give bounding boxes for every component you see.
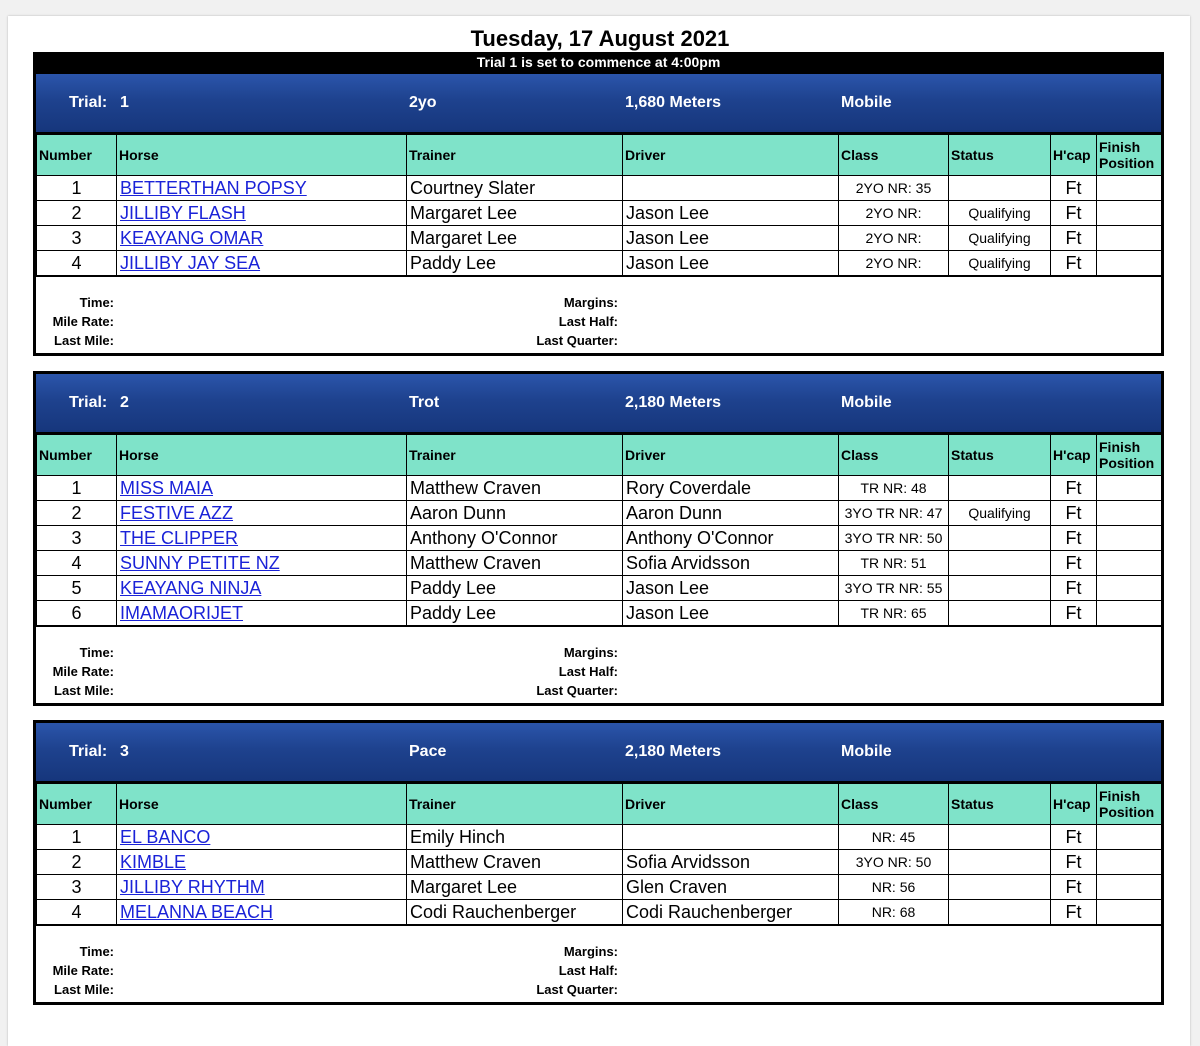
runner-number: 4 [37, 900, 117, 925]
table-header-row [37, 435, 1162, 476]
last-quarter-label: Last Quarter: [536, 333, 618, 348]
trainer-cell: Emily Hinch [407, 825, 623, 850]
mile-rate-label: Mile Rate: [52, 963, 114, 978]
trial-start: Mobile [841, 94, 892, 111]
column-number: Number [37, 135, 117, 176]
last-mile-label: Last Mile: [54, 982, 114, 997]
trainer-cell: Codi Rauchenberger [407, 900, 623, 925]
driver-cell: Sofia Arvidsson [623, 551, 839, 576]
horse-link[interactable]: MISS MAIA [120, 477, 214, 498]
column-driver: Driver [623, 784, 839, 825]
trial-type: 2yo [409, 94, 437, 111]
driver-cell: Jason Lee [623, 226, 839, 251]
margins-label: Margins: [563, 944, 618, 959]
table-row [37, 201, 1162, 226]
runners-table [36, 783, 1162, 925]
finish-position-cell [1097, 825, 1162, 850]
trainer-cell: Matthew Craven [407, 551, 623, 576]
horse-cell [117, 526, 407, 551]
commence-note: Trial 1 is set to commence at 4:00pm [33, 52, 1164, 74]
class-cell: 2YO NR: [839, 201, 949, 226]
runner-number: 2 [37, 850, 117, 875]
finish-label: Finish [1099, 788, 1141, 804]
column-horse: Horse [117, 435, 407, 476]
status-cell [949, 176, 1051, 201]
column-trainer: Trainer [407, 135, 623, 176]
time-label: Time: [79, 944, 114, 959]
time-label: Time: [79, 295, 114, 310]
class-cell: TR NR: 48 [839, 476, 949, 501]
driver-cell [623, 825, 839, 850]
horse-link[interactable]: KEAYANG OMAR [120, 227, 264, 248]
driver-cell [623, 176, 839, 201]
finish-position-cell [1097, 576, 1162, 601]
hcap-cell: Ft [1051, 476, 1097, 501]
column-class: Class [839, 435, 949, 476]
trial-header [36, 374, 1161, 434]
horse-link[interactable]: FESTIVE AZZ [120, 502, 234, 523]
column-number: Number [37, 784, 117, 825]
column-status: Status [949, 435, 1051, 476]
finish-position-cell [1097, 201, 1162, 226]
driver-cell: Sofia Arvidsson [623, 850, 839, 875]
class-cell: 2YO NR: 35 [839, 176, 949, 201]
trainer-cell: Margaret Lee [407, 201, 623, 226]
finish-position-cell [1097, 526, 1162, 551]
driver-cell: Glen Craven [623, 875, 839, 900]
runner-number: 1 [37, 176, 117, 201]
column-trainer: Trainer [407, 435, 623, 476]
class-cell: NR: 68 [839, 900, 949, 925]
status-cell [949, 576, 1051, 601]
horse-cell [117, 501, 407, 526]
column-status: Status [949, 784, 1051, 825]
horse-cell [117, 576, 407, 601]
hcap-cell: Ft [1051, 900, 1097, 925]
trial-header [36, 74, 1161, 134]
horse-link[interactable]: JILLIBY JAY SEA [120, 252, 261, 273]
driver-cell: Jason Lee [623, 601, 839, 626]
horse-link[interactable]: MELANNA BEACH [120, 901, 274, 922]
horse-cell [117, 850, 407, 875]
status-cell [949, 526, 1051, 551]
position-label: Position [1099, 804, 1155, 820]
class-cell: TR NR: 51 [839, 551, 949, 576]
status-cell: Qualifying [949, 251, 1051, 276]
table-header-row [37, 784, 1162, 825]
trainer-cell: Paddy Lee [407, 601, 623, 626]
class-cell: NR: 45 [839, 825, 949, 850]
horse-link[interactable]: THE CLIPPER [120, 527, 239, 548]
hcap-cell: Ft [1051, 226, 1097, 251]
mile-rate-label: Mile Rate: [52, 314, 114, 329]
column-finish-position [1097, 435, 1162, 476]
horse-link[interactable]: BETTERTHAN POPSY [120, 177, 307, 198]
last-mile-label: Last Mile: [54, 683, 114, 698]
horse-cell [117, 875, 407, 900]
status-cell [949, 601, 1051, 626]
last-quarter-label: Last Quarter: [536, 683, 618, 698]
driver-cell: Anthony O'Connor [623, 526, 839, 551]
margins-label: Margins: [563, 295, 618, 310]
table-row [37, 226, 1162, 251]
trainer-cell: Matthew Craven [407, 850, 623, 875]
column-number: Number [37, 435, 117, 476]
finish-label: Finish [1099, 439, 1141, 455]
class-cell: 3YO TR NR: 55 [839, 576, 949, 601]
runner-number: 5 [37, 576, 117, 601]
trainer-cell: Margaret Lee [407, 226, 623, 251]
status-cell [949, 850, 1051, 875]
horse-link[interactable]: IMAMAORIJET [120, 602, 244, 623]
status-cell [949, 476, 1051, 501]
table-row [37, 176, 1162, 201]
hcap-cell: Ft [1051, 176, 1097, 201]
status-cell [949, 551, 1051, 576]
horse-cell [117, 251, 407, 276]
column-horse: Horse [117, 784, 407, 825]
trial-label: Trial: [69, 394, 108, 411]
horse-link[interactable]: SUNNY PETITE NZ [120, 552, 280, 573]
column-hcap: H'cap [1051, 435, 1097, 476]
trial-number: 2 [120, 394, 129, 411]
finish-position-cell [1097, 850, 1162, 875]
column-horse: Horse [117, 135, 407, 176]
status-cell: Qualifying [949, 501, 1051, 526]
driver-cell: Jason Lee [623, 576, 839, 601]
hcap-cell: Ft [1051, 576, 1097, 601]
hcap-cell: Ft [1051, 875, 1097, 900]
table-row [37, 825, 1162, 850]
column-driver: Driver [623, 135, 839, 176]
finish-position-cell [1097, 176, 1162, 201]
horse-cell [117, 825, 407, 850]
runner-number: 4 [37, 551, 117, 576]
last-mile-label: Last Mile: [54, 333, 114, 348]
status-cell: Qualifying [949, 201, 1051, 226]
status-cell [949, 875, 1051, 900]
runner-number: 3 [37, 526, 117, 551]
trial-start: Mobile [841, 743, 892, 760]
hcap-cell: Ft [1051, 251, 1097, 276]
position-label: Position [1099, 455, 1155, 471]
class-cell: 3YO NR: 50 [839, 850, 949, 875]
hcap-cell: Ft [1051, 201, 1097, 226]
column-hcap: H'cap [1051, 784, 1097, 825]
horse-cell [117, 601, 407, 626]
trainer-cell: Margaret Lee [407, 875, 623, 900]
driver-cell: Aaron Dunn [623, 501, 839, 526]
runners-table [36, 434, 1162, 626]
hcap-cell: Ft [1051, 825, 1097, 850]
runners-table [36, 134, 1162, 276]
status-cell [949, 825, 1051, 850]
trial-block [33, 720, 1164, 1005]
column-trainer: Trainer [407, 784, 623, 825]
class-cell: 3YO TR NR: 47 [839, 501, 949, 526]
results-panel [36, 276, 1161, 353]
table-row [37, 850, 1162, 875]
class-cell: 2YO NR: [839, 226, 949, 251]
trainer-cell: Matthew Craven [407, 476, 623, 501]
class-cell: NR: 56 [839, 875, 949, 900]
table-row [37, 251, 1162, 276]
horse-link[interactable]: JILLIBY FLASH [120, 202, 246, 223]
column-finish-position [1097, 784, 1162, 825]
column-status: Status [949, 135, 1051, 176]
finish-position-cell [1097, 551, 1162, 576]
horse-cell [117, 900, 407, 925]
table-row [37, 501, 1162, 526]
last-half-label: Last Half: [558, 963, 618, 978]
trial-block [33, 371, 1164, 706]
trainer-cell: Paddy Lee [407, 576, 623, 601]
hcap-cell: Ft [1051, 501, 1097, 526]
last-half-label: Last Half: [558, 314, 618, 329]
table-row [37, 551, 1162, 576]
column-finish-position [1097, 135, 1162, 176]
trial-number: 3 [120, 743, 129, 760]
table-row [37, 576, 1162, 601]
trial-type: Pace [409, 743, 447, 760]
runner-number: 3 [37, 226, 117, 251]
trial-number: 1 [120, 94, 129, 111]
horse-link[interactable]: KEAYANG NINJA [120, 577, 262, 598]
margins-label: Margins: [563, 645, 618, 660]
trial-start: Mobile [841, 394, 892, 411]
hcap-cell: Ft [1051, 526, 1097, 551]
driver-cell: Codi Rauchenberger [623, 900, 839, 925]
table-row [37, 601, 1162, 626]
finish-position-cell [1097, 226, 1162, 251]
results-panel [36, 626, 1161, 703]
horse-cell [117, 176, 407, 201]
mile-rate-label: Mile Rate: [52, 664, 114, 679]
finish-label: Finish [1099, 139, 1141, 155]
last-quarter-label: Last Quarter: [536, 982, 618, 997]
trial-label: Trial: [69, 743, 108, 760]
trial-distance: 1,680 Meters [625, 94, 722, 111]
class-cell: 2YO NR: [839, 251, 949, 276]
runner-number: 3 [37, 875, 117, 900]
class-cell: 3YO TR NR: 50 [839, 526, 949, 551]
runner-number: 6 [37, 601, 117, 626]
table-row [37, 900, 1162, 925]
trainer-cell: Paddy Lee [407, 251, 623, 276]
column-class: Class [839, 784, 949, 825]
class-cell: TR NR: 65 [839, 601, 949, 626]
trial-header [36, 723, 1161, 783]
runner-number: 4 [37, 251, 117, 276]
runner-number: 1 [37, 825, 117, 850]
position-label: Position [1099, 155, 1155, 171]
driver-cell: Jason Lee [623, 251, 839, 276]
column-class: Class [839, 135, 949, 176]
finish-position-cell [1097, 501, 1162, 526]
hcap-cell: Ft [1051, 601, 1097, 626]
runner-number: 2 [37, 201, 117, 226]
table-header-row [37, 135, 1162, 176]
driver-cell: Jason Lee [623, 201, 839, 226]
results-panel [36, 925, 1161, 1002]
hcap-cell: Ft [1051, 551, 1097, 576]
horse-cell [117, 226, 407, 251]
runner-number: 1 [37, 476, 117, 501]
table-row [37, 875, 1162, 900]
status-cell: Qualifying [949, 226, 1051, 251]
last-half-label: Last Half: [558, 664, 618, 679]
trainer-cell: Aaron Dunn [407, 501, 623, 526]
trial-type: Trot [409, 394, 440, 411]
horse-link[interactable]: KIMBLE [120, 851, 187, 872]
trial-block [33, 74, 1164, 356]
runner-number: 2 [37, 501, 117, 526]
trial-distance: 2,180 Meters [625, 394, 722, 411]
trial-label: Trial: [69, 94, 108, 111]
table-row [37, 476, 1162, 501]
status-cell [949, 900, 1051, 925]
finish-position-cell [1097, 875, 1162, 900]
horse-link[interactable]: JILLIBY RHYTHM [120, 876, 265, 897]
driver-cell: Rory Coverdale [623, 476, 839, 501]
finish-position-cell [1097, 900, 1162, 925]
horse-cell [117, 476, 407, 501]
time-label: Time: [79, 645, 114, 660]
table-row [37, 526, 1162, 551]
finish-position-cell [1097, 476, 1162, 501]
trainer-cell: Anthony O'Connor [407, 526, 623, 551]
horse-link[interactable]: EL BANCO [120, 826, 211, 847]
horse-cell [117, 551, 407, 576]
finish-position-cell [1097, 601, 1162, 626]
column-hcap: H'cap [1051, 135, 1097, 176]
column-driver: Driver [623, 435, 839, 476]
trial-distance: 2,180 Meters [625, 743, 722, 760]
page-title: Tuesday, 17 August 2021 [470, 26, 730, 51]
trainer-cell: Courtney Slater [407, 176, 623, 201]
horse-cell [117, 201, 407, 226]
hcap-cell: Ft [1051, 850, 1097, 875]
finish-position-cell [1097, 251, 1162, 276]
